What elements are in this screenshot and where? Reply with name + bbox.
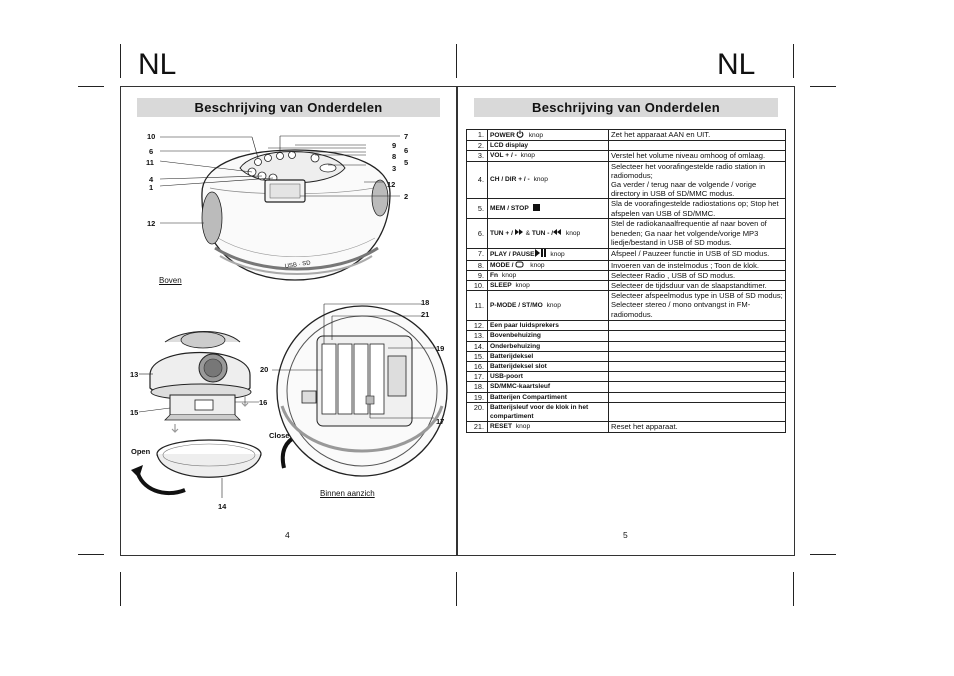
crop-mark — [78, 554, 104, 555]
part-name — [488, 372, 609, 382]
crop-mark — [120, 572, 121, 606]
part-suffix: knop — [500, 271, 517, 279]
usb-sd-mark: USB · SD — [284, 260, 312, 270]
part-name-text: SLEEP — [490, 282, 512, 290]
parts-table — [466, 129, 786, 433]
row-number: 17. — [467, 372, 488, 382]
part-description: Afspeel / Pauzeer functie in USB of SD modus. — [609, 249, 786, 260]
part-name-text: Onderbehuizing — [490, 342, 541, 350]
part-name-text: POWER — [490, 132, 515, 139]
row-number: 13. — [467, 331, 488, 341]
part-name — [488, 141, 609, 151]
crop-mark — [810, 86, 836, 87]
row-number: 21. — [467, 422, 488, 433]
part-name — [488, 392, 609, 402]
parts-table-row — [467, 392, 786, 402]
crop-mark — [810, 554, 836, 555]
part-name — [488, 321, 609, 331]
part-name — [488, 422, 609, 433]
part-name-text: VOL + / - — [490, 152, 517, 160]
part-name — [488, 260, 609, 270]
part-name-text: TUN + / — [490, 230, 515, 238]
callout-1: 1 — [149, 183, 154, 192]
row-number: 5. — [467, 199, 488, 219]
caption-close: Close — [269, 431, 290, 440]
row-number: 20. — [467, 402, 488, 421]
parts-table-row — [467, 291, 786, 321]
speaker-inside-view-illustration — [262, 296, 452, 496]
row-number: 4. — [467, 161, 488, 199]
part-name — [488, 291, 609, 321]
parts-table-row — [467, 331, 786, 341]
callout-17: 17 — [436, 417, 445, 426]
language-label-left: NL — [138, 48, 177, 81]
parts-table-row — [467, 161, 786, 199]
part-name — [488, 331, 609, 341]
parts-table-row — [467, 402, 786, 421]
row-number: 11. — [467, 291, 488, 321]
part-name-text: MEM / STOP — [490, 205, 529, 213]
page-number-right: 5 — [623, 530, 628, 540]
callout-15: 15 — [130, 408, 139, 417]
part-name-text: PLAY / PAUSE — [490, 251, 535, 259]
part-name-text: CH / DIR + / - — [490, 176, 530, 184]
part-name-text: MODE / — [490, 261, 514, 269]
part-name — [488, 351, 609, 361]
parts-table-row — [467, 382, 786, 392]
crop-mark — [456, 572, 457, 606]
part-name-text: RESET — [490, 423, 512, 431]
part-description: Selecteer Radio , USB of SD modus. — [609, 270, 786, 280]
part-description: Reset het apparaat. — [609, 422, 786, 433]
parts-table-row — [467, 362, 786, 372]
part-description: Sla de voorafingestelde radiostations op; Stop het afspelen van USB of SD/MMC. — [609, 199, 786, 219]
row-number: 2. — [467, 141, 488, 151]
stop-icon — [529, 205, 540, 212]
row-number: 15. — [467, 351, 488, 361]
crop-mark — [120, 44, 121, 78]
row-number: 18. — [467, 382, 488, 392]
callout-2: 2 — [404, 192, 409, 201]
part-description: Stel de radiokanaalfrequentie af naar boven of beneden; Ga naar het volgende/vorige MP3 liedje/bestand in USB of SD modus. — [609, 219, 786, 249]
row-number: 7. — [467, 249, 488, 260]
part-name — [488, 270, 609, 280]
part-description — [609, 382, 786, 392]
parts-table-row — [467, 260, 786, 270]
row-number: 8. — [467, 260, 488, 270]
parts-table-row — [467, 130, 786, 141]
part-suffix: knop — [513, 423, 531, 431]
left-page-heading: Beschrijving van Onderdelen — [137, 98, 440, 117]
parts-table-row — [467, 219, 786, 249]
row-number: 12. — [467, 321, 488, 331]
part-name-text: Batterijen Compartiment — [490, 393, 567, 401]
row-number: 14. — [467, 341, 488, 351]
part-name — [488, 402, 609, 421]
parts-table-row — [467, 141, 786, 151]
callout-12-left: 12 — [147, 219, 156, 228]
parts-table-row — [467, 422, 786, 433]
part-description — [609, 392, 786, 402]
callout-13: 13 — [130, 370, 139, 379]
part-name — [488, 341, 609, 351]
part-suffix: knop — [518, 152, 535, 160]
part-description — [609, 402, 786, 421]
language-label-right: NL — [717, 48, 756, 81]
parts-table-row — [467, 199, 786, 219]
parts-table-row — [467, 321, 786, 331]
row-number: 19. — [467, 392, 488, 402]
part-suffix: knop — [564, 230, 581, 238]
part-suffix: knop — [513, 282, 530, 290]
part-description — [609, 351, 786, 361]
callout-14: 14 — [218, 502, 227, 511]
caption-inside-view: Binnen aanzich — [320, 489, 375, 498]
parts-table-row — [467, 281, 786, 291]
part-name-text: P-MODE / ST/MO — [490, 302, 543, 310]
part-description: Selecteer het voorafingestelde radio station in radiomodus; Ga verder / terug naar de volgende / vorige directory in USB of SD/MMC modus. — [609, 161, 786, 199]
part-suffix: knop — [544, 302, 561, 310]
part-description — [609, 321, 786, 331]
row-number: 9. — [467, 270, 488, 280]
crop-mark — [456, 44, 457, 78]
parts-table-row — [467, 249, 786, 260]
callout-18: 18 — [421, 298, 430, 307]
part-name — [488, 199, 609, 219]
part-name-text: SD/MMC-kaartsleuf — [490, 383, 551, 391]
speaker-exploded-view-illustration — [125, 320, 285, 515]
part-description — [609, 331, 786, 341]
part-description — [609, 141, 786, 151]
part-suffix: knop — [531, 176, 548, 184]
part-name — [488, 281, 609, 291]
page-number-left: 4 — [285, 530, 290, 540]
callout-21: 21 — [421, 310, 430, 319]
part-name-text: Fn — [490, 271, 499, 279]
row-number: 1. — [467, 130, 488, 141]
callout-19: 19 — [436, 344, 445, 353]
callout-16: 16 — [259, 398, 268, 407]
power-icon — [515, 132, 525, 139]
loop-icon — [513, 262, 526, 269]
crop-mark — [78, 86, 104, 87]
parts-table-row — [467, 351, 786, 361]
parts-table-row — [467, 151, 786, 161]
part-description — [609, 362, 786, 372]
callout-9: 9 — [392, 141, 397, 150]
part-name-text: Batterijdeksel — [490, 352, 534, 360]
callout-12-right: 12 — [387, 180, 396, 189]
part-name-text: Batterijsleuf voor de klok in het compartiment — [490, 403, 589, 421]
ffwd-rewind-icon: & TUN - / — [515, 230, 562, 237]
part-name — [488, 249, 609, 260]
part-name — [488, 382, 609, 392]
callout-20: 20 — [260, 365, 269, 374]
row-number: 16. — [467, 362, 488, 372]
part-description: Selecteer afspeelmodus type in USB of SD modus; Selecteer stereo / mono ontvangst in FM-radiomodus. — [609, 291, 786, 321]
row-number: 6. — [467, 219, 488, 249]
part-name-text: Een paar luidsprekers — [490, 322, 559, 330]
callout-6: 6 — [149, 147, 154, 156]
part-name-text: Bovenbehuizing — [490, 332, 541, 340]
parts-table-row — [467, 270, 786, 280]
part-name — [488, 161, 609, 199]
part-name-text: LCD display — [490, 142, 529, 150]
part-suffix: knop — [528, 261, 545, 269]
part-description — [609, 341, 786, 351]
right-page-heading: Beschrijving van Onderdelen — [474, 98, 778, 117]
crop-mark — [793, 572, 794, 606]
callout-7: 7 — [404, 132, 409, 141]
part-description — [609, 372, 786, 382]
callout-3: 3 — [392, 164, 397, 173]
part-description: Invoeren van de instelmodus ; Toon de klok. — [609, 260, 786, 270]
callout-11: 11 — [146, 158, 154, 167]
part-name — [488, 151, 609, 161]
part-description: Selecteer de tijdsduur van de slaapstandtimer. — [609, 281, 786, 291]
parts-table-row — [467, 341, 786, 351]
parts-table-row — [467, 372, 786, 382]
callout-5: 5 — [404, 158, 409, 167]
caption-top-view: Boven — [159, 276, 182, 285]
part-description: Verstel het volume niveau omhoog of omlaag. — [609, 151, 786, 161]
part-description: Zet het apparaat AAN en UIT. — [609, 130, 786, 141]
part-name-text: Batterijdeksel slot — [490, 363, 547, 371]
part-name — [488, 130, 609, 141]
callout-6-right: 6 — [404, 146, 409, 155]
part-suffix: knop — [526, 132, 544, 139]
caption-open: Open — [131, 447, 151, 456]
row-number: 3. — [467, 151, 488, 161]
part-name — [488, 362, 609, 372]
part-suffix: knop — [548, 251, 565, 259]
crop-mark — [793, 44, 794, 78]
callout-10: 10 — [147, 132, 156, 141]
play-pause-icon — [535, 251, 547, 258]
callout-8: 8 — [392, 152, 397, 161]
part-name-text: USB-poort — [490, 373, 523, 381]
row-number: 10. — [467, 281, 488, 291]
part-name — [488, 219, 609, 249]
callout-4: 4 — [149, 175, 154, 184]
